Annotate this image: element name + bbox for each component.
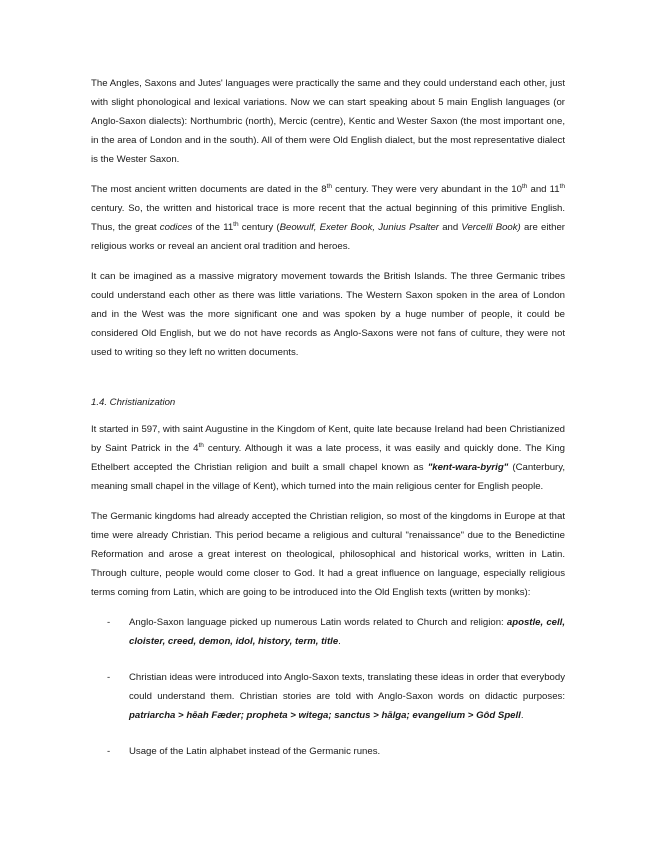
dash-marker: - bbox=[107, 746, 111, 757]
text: are either religious works or reveal an ancient oral tradition and heroes. bbox=[91, 222, 566, 252]
list-item bbox=[91, 613, 565, 651]
italic-title: Beowulf, Exeter Book, Junius Psalter bbox=[279, 222, 440, 233]
list-item bbox=[91, 668, 565, 725]
dash-marker: - bbox=[107, 617, 111, 628]
text: century ( bbox=[238, 222, 280, 233]
text: century. They were very abundant in the 10 bbox=[331, 184, 522, 195]
text: century. Although it was a late process, it was easily and quickly done. The King Ethelbert accepted the Christian religion and built a small chapel known as bbox=[91, 443, 565, 473]
superscript: th bbox=[233, 220, 239, 228]
list-item bbox=[91, 742, 565, 761]
text: The most ancient written documents are dated in the 8 bbox=[91, 184, 327, 195]
superscript: th bbox=[559, 182, 565, 190]
text: Usage of the Latin alphabet instead of the Germanic runes. bbox=[129, 746, 381, 757]
text: and 11 bbox=[527, 184, 560, 195]
text: Christian ideas were introduced into Anglo-Saxon texts, translating these ideas in order that everybody could understand them. Christian stories are told with Anglo-Saxon words on didactic purposes: bbox=[129, 672, 565, 702]
text: . bbox=[338, 636, 341, 647]
text: Anglo-Saxon language picked up numerous Latin words related to Church and religion: bbox=[129, 617, 507, 628]
superscript: th bbox=[198, 441, 204, 449]
bold-italic-term: "kent-wara-byrig" bbox=[427, 462, 509, 473]
document-body bbox=[91, 74, 565, 778]
text: of the 11 bbox=[192, 222, 234, 233]
bold-italic-words: apostle, cell, cloister, creed, demon, idol, history, term, title bbox=[129, 617, 565, 647]
text: (Canterbury, meaning small chapel in the village of Kent), which turned into the main religious center for English people. bbox=[91, 462, 565, 492]
superscript: th bbox=[326, 182, 332, 190]
superscript: th bbox=[521, 182, 528, 190]
text: . bbox=[520, 710, 524, 721]
italic-term: codices bbox=[159, 222, 193, 233]
paragraph-migration: It can be imagined as a massive migratory movement towards the British Islands. The three Germanic tribes could understand each other as there was little variations. The Western Saxon spoken in the area of London and in the West was the more significant one and was spoken by a huge number of people, it could be considered Old English, but we do not have records as Anglo-Saxons were not fans of culture, they were not used to writing so they left no written documents. bbox=[91, 271, 565, 358]
dash-marker: - bbox=[107, 672, 111, 683]
paragraph-dialects: The Angles, Saxons and Jutes' languages were practically the same and they could understand each other, just with slight phonological and lexical variations. Now we can start speaking about 5 main English languages (or Anglo-Saxon dialects): Northumbric (north), Mercic (centre), Kentic and Wester Saxon (the most important one, in the area of London and in the south). All of them were Old English dialect, but the most representative dialect is the Wester Saxon. bbox=[91, 78, 565, 165]
paragraph-renaissance: The Germanic kingdoms had already accepted the Christian religion, so most of the kingdoms in Europe at that time were already Christian. This period became a religious and cultural "renaissance" due to the Benedictine Reformation and arose a great interest on theological, philosophical and historical works, written in Latin. Through culture, people would come closer to God. It had a great influence on language, especially religious terms coming from Latin, which are going to be introduced into the Old English texts (written by monks): bbox=[91, 511, 565, 598]
bullet-list bbox=[91, 613, 565, 761]
bold-italic-words: patriarcha > hēah Fæder; propheta > witega; sanctus > hālga; evangelium > Gôd Spell bbox=[129, 710, 521, 721]
italic-title: Vercelli Book) bbox=[461, 222, 521, 233]
section-heading: 1.4. Christianization bbox=[91, 397, 176, 408]
paragraph-written-documents bbox=[91, 180, 565, 256]
paragraph-christianization-start bbox=[91, 420, 565, 496]
text: and bbox=[439, 222, 462, 233]
text: century. So, the written and historical trace is more recent that the actual beginning of this primitive English. Thus, the great bbox=[91, 203, 565, 233]
text: It started in 597, with saint Augustine in the Kingdom of Kent, quite late because Ireland had been Christianized by Saint Patrick in the 4 bbox=[91, 424, 565, 454]
